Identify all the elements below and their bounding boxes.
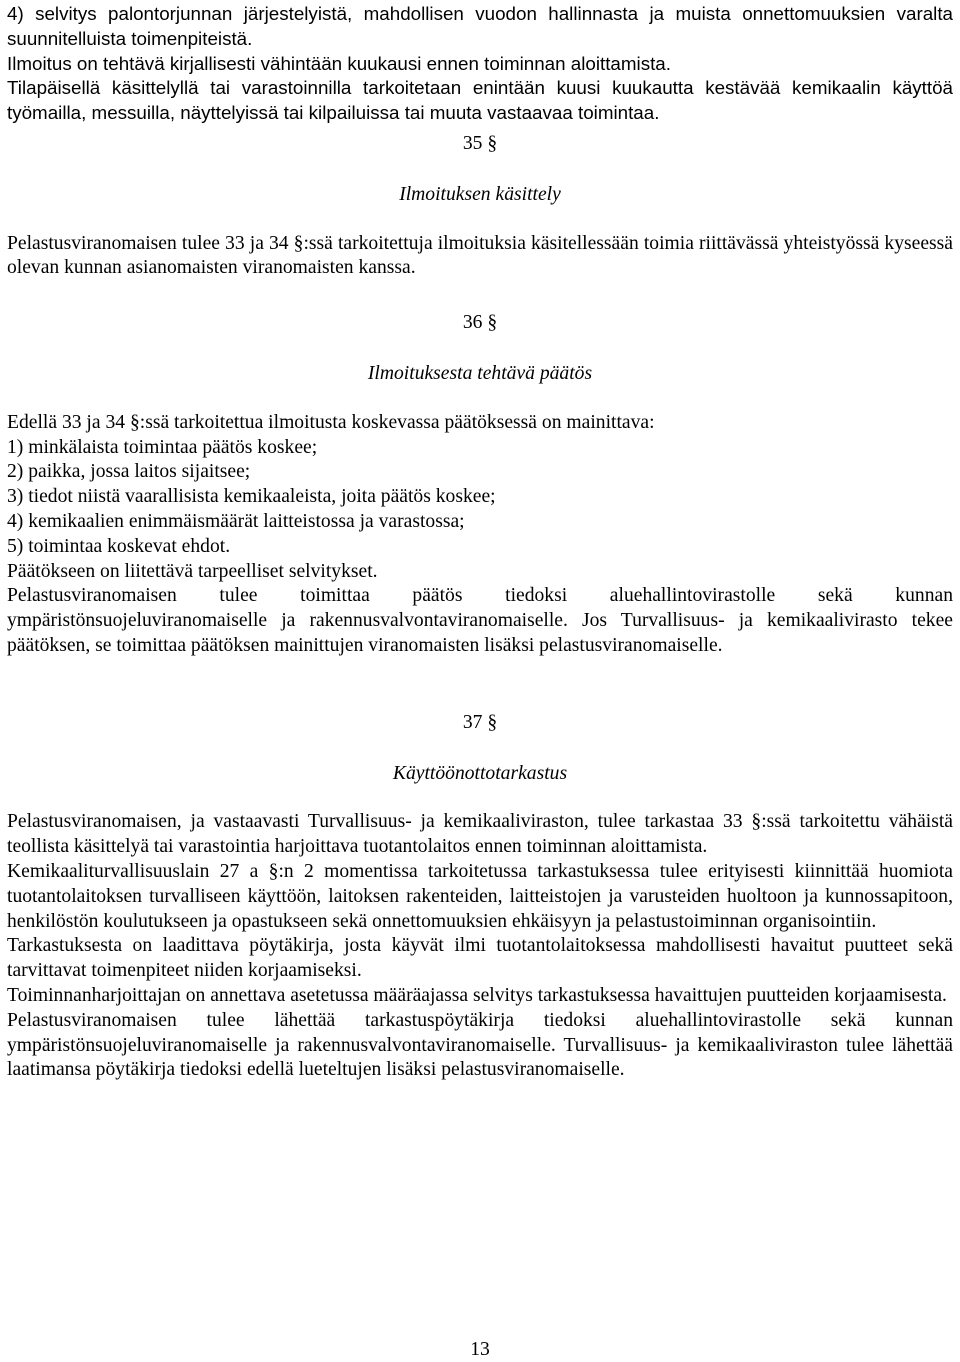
section-36-number: 36 § <box>462 312 498 334</box>
section-35-number: 35 § <box>462 132 498 154</box>
section-36-list-item: 1) minkälaista toimintaa päätös koskee; <box>7 436 318 458</box>
section-36-lead: Edellä 33 ja 34 §:ssä tarkoitettua ilmoitusta koskevassa päätöksessä on mainittava: <box>7 411 655 433</box>
document-page <box>7 2 953 1083</box>
section-36-notify: Pelastusviranomaisen tulee toimittaa päätös tiedoksi aluehallintovirastolle sekä kunnan ympäristönsuojeluviranomaiselle ja rakennusvalvontaviranomaiselle. Jos Turvallisuus- ja kemikaalivirasto tekee päätöksen, se toimittaa päätöksen mainittujen viranomaisten lisäksi pelastusviranomaiselle. <box>7 585 953 656</box>
section-35-body: Pelastusviranomaisen tulee 33 ja 34 §:ssä tarkoitettuja ilmoituksia käsitellessään toimia riittävässä yhteistyössä kyseessä olevan kunnan asianomaisten viranomaisten kanssa. <box>7 232 953 279</box>
section-37-paragraph: Pelastusviranomaisen tulee lähettää tarkastuspöytäkirja tiedoksi aluehallintovirastolle sekä kunnan ympäristönsuojeluviranomaiselle ja rakennusvalvontaviranomaiselle. Turvallisuus- ja kemikaaliviraston tulee lähettää laatimansa pöytäkirja tiedoksi edellä lueteltujen lisäksi pelastusviranomaiselle. <box>7 1009 953 1081</box>
section-37-title: Käyttöönottotarkastus <box>392 762 568 784</box>
intro-notice: Ilmoitus on tehtävä kirjallisesti vähintään kuukausi ennen toiminnan aloittamista. <box>7 52 671 74</box>
section-36-attachments: Päätökseen on liitettävä tarpeelliset selvitykset. <box>7 560 378 582</box>
section-37-number: 37 § <box>462 711 498 733</box>
section-36-list <box>7 436 953 560</box>
section-37-paragraph: Pelastusviranomaisen, ja vastaavasti Turvallisuus- ja kemikaaliviraston, tulee tarkastaa 33 §:ssä tarkoitettu vähäistä teollista käsittelyä tai varastointia harjoittava tuotantolaitos ennen toiminnan aloittamista. <box>7 811 953 858</box>
section-36-list-item: 3) tiedot niistä vaarallisista kemikaaleista, joita päätös koskee; <box>7 486 496 508</box>
section-36-list-item: 2) paikka, jossa laitos sijaitsee; <box>7 461 251 483</box>
section-36-title: Ilmoituksesta tehtävä päätös <box>367 362 593 384</box>
section-37-paragraph: Kemikaaliturvallisuuslain 27 a §:n 2 momentissa tarkoitetussa tarkastuksessa tulee erityisesti kiinnittää huomiota tuotantolaitoksen turvalliseen käyttöön, laitoksen rakenteiden, laitteistojen ja varusteiden huoltoon ja kunnossapitoon, henkilöstön koulutukseen ja opastukseen sekä onnettomuuksien ehkäisyyn ja pelastustoiminnan organisointiin. <box>7 860 953 932</box>
section-37-paragraph: Tarkastuksesta on laadittava pöytäkirja, josta käyvät ilmi tuotantolaitoksessa mahdollisesti havaitut puutteet sekä tarvittavat toimenpiteet niiden korjaamiseksi. <box>7 935 953 982</box>
section-36-list-item: 5) toimintaa koskevat ehdot. <box>7 535 231 557</box>
intro-temporary: Tilapäisellä käsittelyllä tai varastoinnilla tarkoitetaan enintään kuusi kuukautta kestävää kemikaalin käyttöä työmailla, messuilla, näyttelyissä tai kilpailuissa tai muuta vastaavaa toimintaa. <box>7 77 953 124</box>
intro-item-4: 4) selvitys palontorjunnan järjestelyistä, mahdollisen vuodon hallinnasta ja muista onnettomuuksien varalta suunnitelluista toimenpiteistä. <box>7 3 953 49</box>
section-37-paragraph: Toiminnanharjoittajan on annettava asetetussa määräajassa selvitys tarkastuksessa havaittujen puutteiden korjaamisesta. <box>7 984 947 1006</box>
section-36-list-item: 4) kemikaalien enimmäismäärät laitteistossa ja varastossa; <box>7 510 465 532</box>
page-number: 13 <box>470 1339 490 1360</box>
section-35-title: Ilmoituksen käsittely <box>399 183 561 205</box>
